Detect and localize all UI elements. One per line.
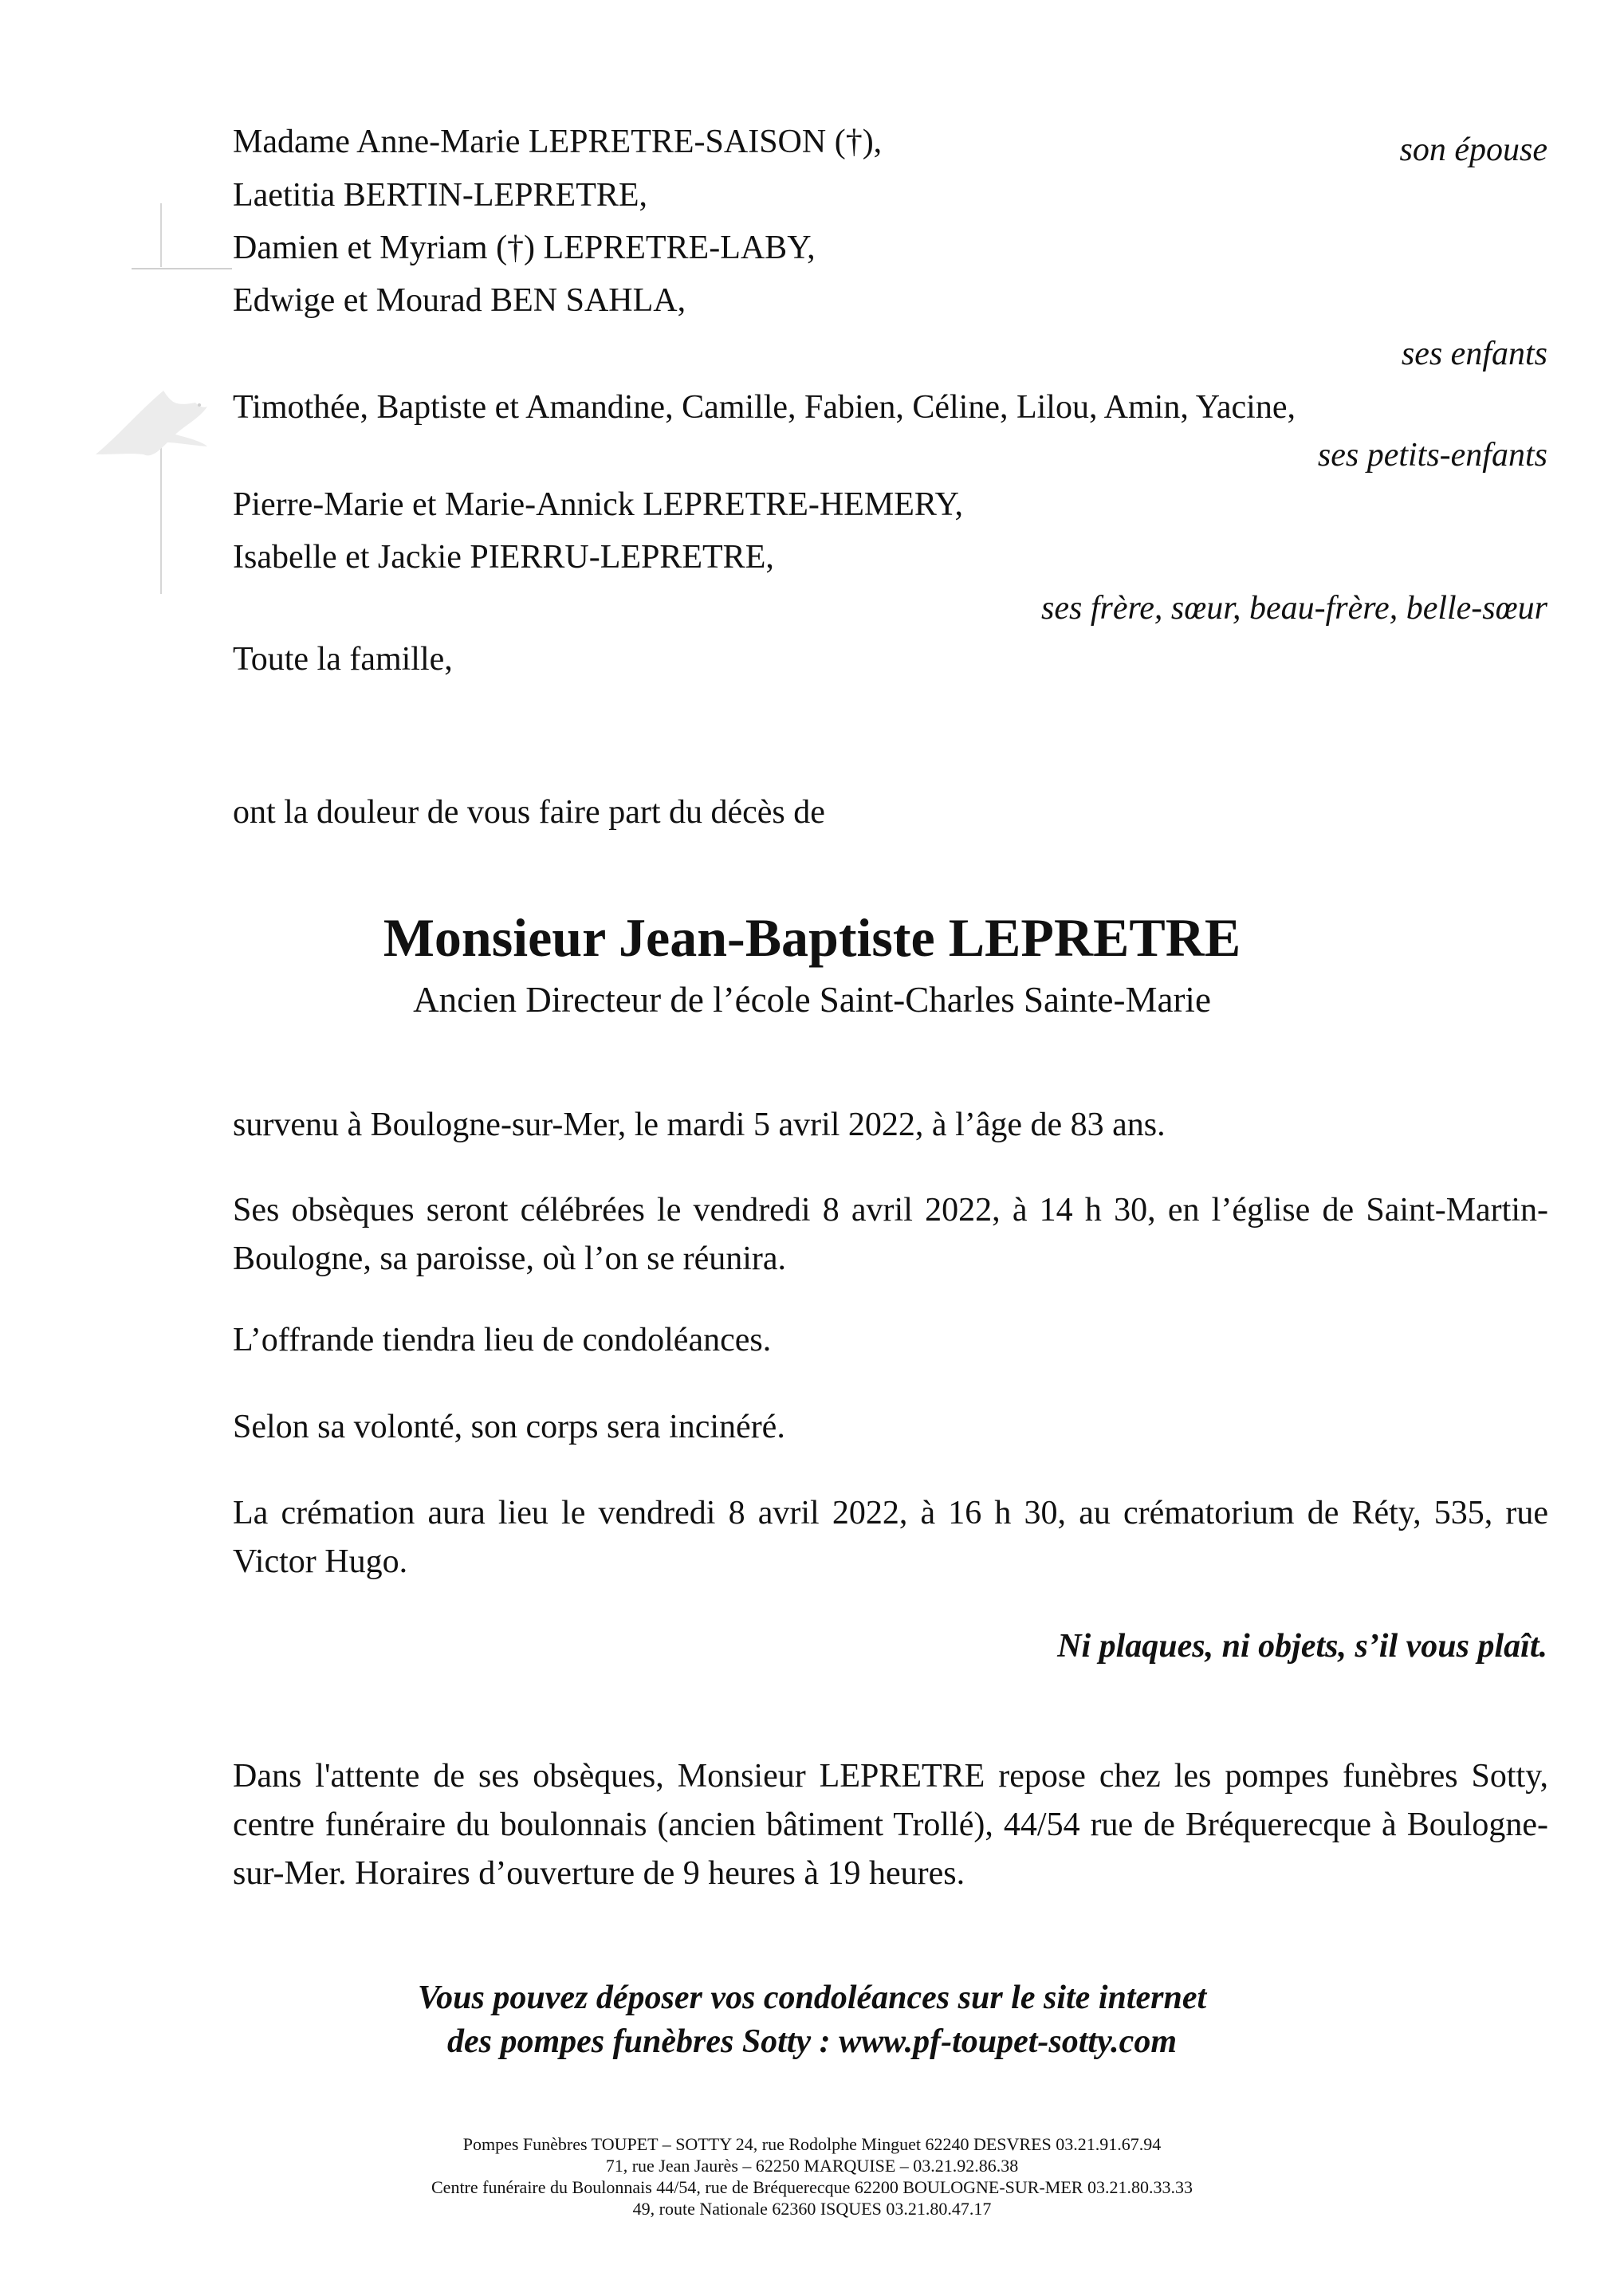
offering-info: L’offrande tiendra lieu de condoléances.	[233, 1322, 772, 1358]
sibling-1: Pierre-Marie et Marie-Annick LEPRETRE-HEMERY,	[233, 486, 964, 523]
cremation-info: La crémation aura lieu le vendredi 8 avril 2022, à 16 h 30, au crématorium de Réty, 535, rue Victor Hugo.	[233, 1495, 1548, 1580]
siblings-label: ses frère, sœur, beau-frère, belle-sœur	[1041, 590, 1547, 627]
grandchildren-label: ses petits-enfants	[1317, 437, 1547, 474]
deceased-name: Monsieur Jean-Baptiste LEPRETRE	[383, 907, 1241, 968]
condolences-line-2: des pompes funèbres Sotty : www.pf-toupet-sotty.com	[447, 2023, 1177, 2060]
sibling-2: Isabelle et Jackie PIERRU-LEPRETRE,	[233, 539, 774, 576]
footer-line-1: Pompes Funèbres TOUPET – SOTTY 24, rue Rodolphe Minguet 62240 DESVRES 03.21.91.67.94	[462, 2134, 1162, 2154]
all-family: Toute la famille,	[233, 641, 453, 678]
cross-decoration-vertical-top	[160, 203, 162, 267]
child-1: Laetitia BERTIN-LEPRETRE,	[233, 177, 648, 214]
rest-info: Dans l'attente de ses obsèques, Monsieur LEPRETRE repose chez les pompes funèbres Sotty, centre funéraire du boulonnais (ancien bâtiment Trollé), 44/54 rue de Bréquerecque à Boulogne-sur-Mer. Horaires d’ouverture de 9 heures à 19 heures.	[233, 1758, 1548, 1892]
footer-line-2: 71, rue Jean Jaurès – 62250 MARQUISE – 03.21.92.86.38	[605, 2156, 1019, 2176]
condolences-line-1: Vous pouvez déposer vos condoléances sur le site internet	[417, 1980, 1207, 2016]
footer-line-3: Centre funéraire du Boulonnais 44/54, rue de Bréquerecque 62200 BOULOGNE-SUR-MER 03.21.80.33.33	[431, 2177, 1193, 2197]
children-label: ses enfants	[1401, 336, 1547, 372]
deceased-title: Ancien Directeur de l’école Saint-Charles Sainte-Marie	[413, 980, 1211, 1020]
child-3: Edwige et Mourad BEN SAHLA,	[233, 282, 686, 319]
funeral-info: Ses obsèques seront célébrées le vendredi 8 avril 2022, à 14 h 30, en l’église de Saint-Martin-Boulogne, sa paroisse, où l’on se réunira.	[233, 1192, 1548, 1277]
grandchildren-names: Timothée, Baptiste et Amandine, Camille, Fabien, Céline, Lilou, Amin, Yacine,	[233, 389, 1296, 426]
no-flowers-note: Ni plaques, ni objets, s’il vous plaît.	[1057, 1628, 1547, 1665]
spouse-name: Madame Anne-Marie LEPRETRE-SAISON (†),	[233, 124, 883, 160]
dove-icon	[88, 359, 223, 470]
cross-decoration-horizontal	[132, 268, 232, 269]
spouse-label: son épouse	[1399, 132, 1547, 168]
announcement-text: ont la douleur de vous faire part du décès de	[233, 794, 825, 831]
death-info: survenu à Boulogne-sur-Mer, le mardi 5 avril 2022, à l’âge de 83 ans.	[233, 1107, 1166, 1143]
wish-info: Selon sa volonté, son corps sera incinéré.	[233, 1409, 785, 1445]
footer-line-4: 49, route Nationale 62360 ISQUES 03.21.80.47.17	[632, 2199, 992, 2219]
child-2: Damien et Myriam (†) LEPRETRE-LABY,	[233, 230, 816, 266]
